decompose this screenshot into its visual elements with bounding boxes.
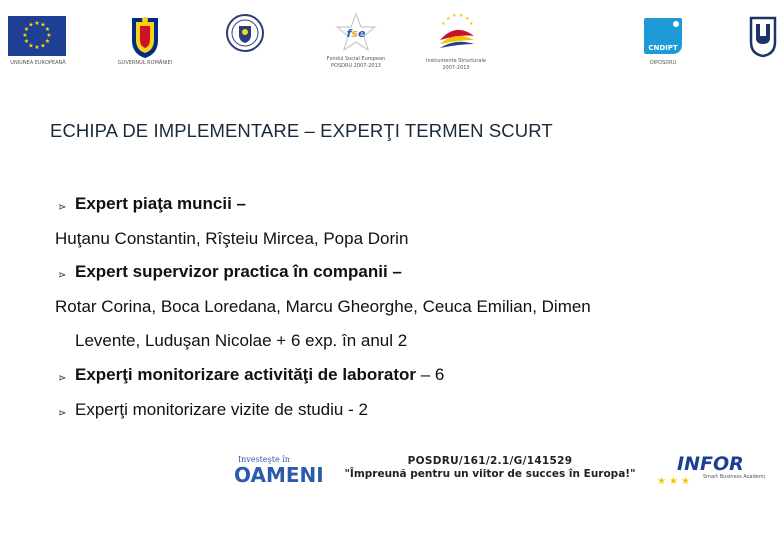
- structural-instruments-logo: [432, 12, 480, 56]
- expert-labour-market-label: Expert piaţa muncii –: [75, 194, 246, 213]
- svg-text:★: ★: [34, 20, 40, 27]
- svg-text:★: ★: [28, 21, 34, 29]
- fse-caption-2: POSDRU 2007-2013: [331, 63, 381, 69]
- study-visits-label: Experţi monitorizare vizite de studiu - 2: [75, 400, 368, 419]
- svg-text:CNDIPT: CNDIPT: [648, 44, 678, 52]
- svg-text:★: ★: [441, 21, 446, 27]
- svg-text:★: ★: [23, 26, 30, 33]
- lab-monitoring-item: [75, 365, 444, 385]
- bullet-icon: ⋗: [58, 408, 67, 419]
- eu-flag-logo: [8, 16, 66, 56]
- svg-text:★: ★: [40, 21, 46, 29]
- svg-text:★: ★: [669, 476, 678, 487]
- bullet-icon: ⋗: [58, 373, 67, 384]
- is-caption-2: 2007-2013: [442, 65, 470, 71]
- page-title: ECHIPA DE IMPLEMENTARE – EXPERŢI TERMEN SCURT: [50, 120, 553, 141]
- expert-labour-market-names: Huţanu Constantin, Rîşteiu Mircea, Popa Dorin: [55, 229, 409, 248]
- svg-text:★: ★: [22, 32, 28, 39]
- expert-supervisor-label: Expert supervizor practica în companii –: [75, 262, 402, 281]
- ministry-seal-logo: [225, 13, 265, 53]
- svg-text:★: ★: [34, 44, 40, 51]
- lab-monitoring-label: Experţi monitorizare activităţi de laborator: [75, 365, 417, 384]
- expert-supervisor-names-line-1: Rotar Corina, Boca Loredana, Marcu Gheorghe, Ceuca Emilian, Dimen: [55, 297, 591, 316]
- svg-text:Smart Business Academy: Smart Business Academy: [703, 474, 765, 480]
- cndipt-logo: [640, 14, 686, 58]
- fse-caption-1: Fondul Social European: [326, 56, 386, 62]
- project-motto: "Împreună pentru un viitor de succes în Europa!": [344, 468, 636, 480]
- expert-supervisor-names-line-2: Levente, Luduşan Nicolae + 6 exp. în anul 2: [75, 331, 408, 350]
- ro-caption: GUVERNUL ROMÂNIEI: [117, 60, 173, 66]
- svg-text:OAMENI!: OAMENI!: [234, 463, 326, 487]
- eu-caption: UNIUNEA EUROPEANĂ: [10, 60, 66, 66]
- svg-text:★: ★: [459, 13, 464, 19]
- svg-text:★: ★: [446, 16, 451, 22]
- project-code: POSDRU/161/2.1/G/141529: [407, 455, 573, 467]
- svg-text:★: ★: [28, 42, 34, 50]
- university-logo: [748, 14, 778, 58]
- bullet-icon: ⋗: [58, 202, 67, 213]
- svg-text:★: ★: [469, 21, 474, 27]
- svg-text:★: ★: [46, 32, 52, 39]
- svg-text:★: ★: [452, 13, 457, 19]
- svg-text:★: ★: [465, 16, 470, 22]
- svg-text:fse: fse: [346, 27, 366, 40]
- svg-text:★: ★: [44, 38, 51, 45]
- lab-monitoring-count: – 6: [416, 365, 445, 384]
- svg-text:Investeşte în: Investeşte în: [238, 455, 290, 464]
- is-caption-1: Instrumente Structurale: [426, 58, 486, 64]
- bullet-icon: ⋗: [58, 270, 67, 281]
- fse-logo: [332, 12, 380, 54]
- svg-text:★: ★: [681, 476, 690, 487]
- svg-text:★: ★: [44, 26, 51, 33]
- svg-text:★: ★: [657, 476, 666, 487]
- svg-text:★: ★: [23, 38, 30, 45]
- romania-crest-logo: [126, 14, 164, 60]
- infor-logo: [655, 450, 765, 490]
- invest-in-people-logo: [226, 450, 326, 492]
- svg-text:INFOR: INFOR: [677, 453, 744, 475]
- svg-text:★: ★: [40, 42, 46, 50]
- cndipt-caption: OIPOSDRU: [649, 60, 677, 66]
